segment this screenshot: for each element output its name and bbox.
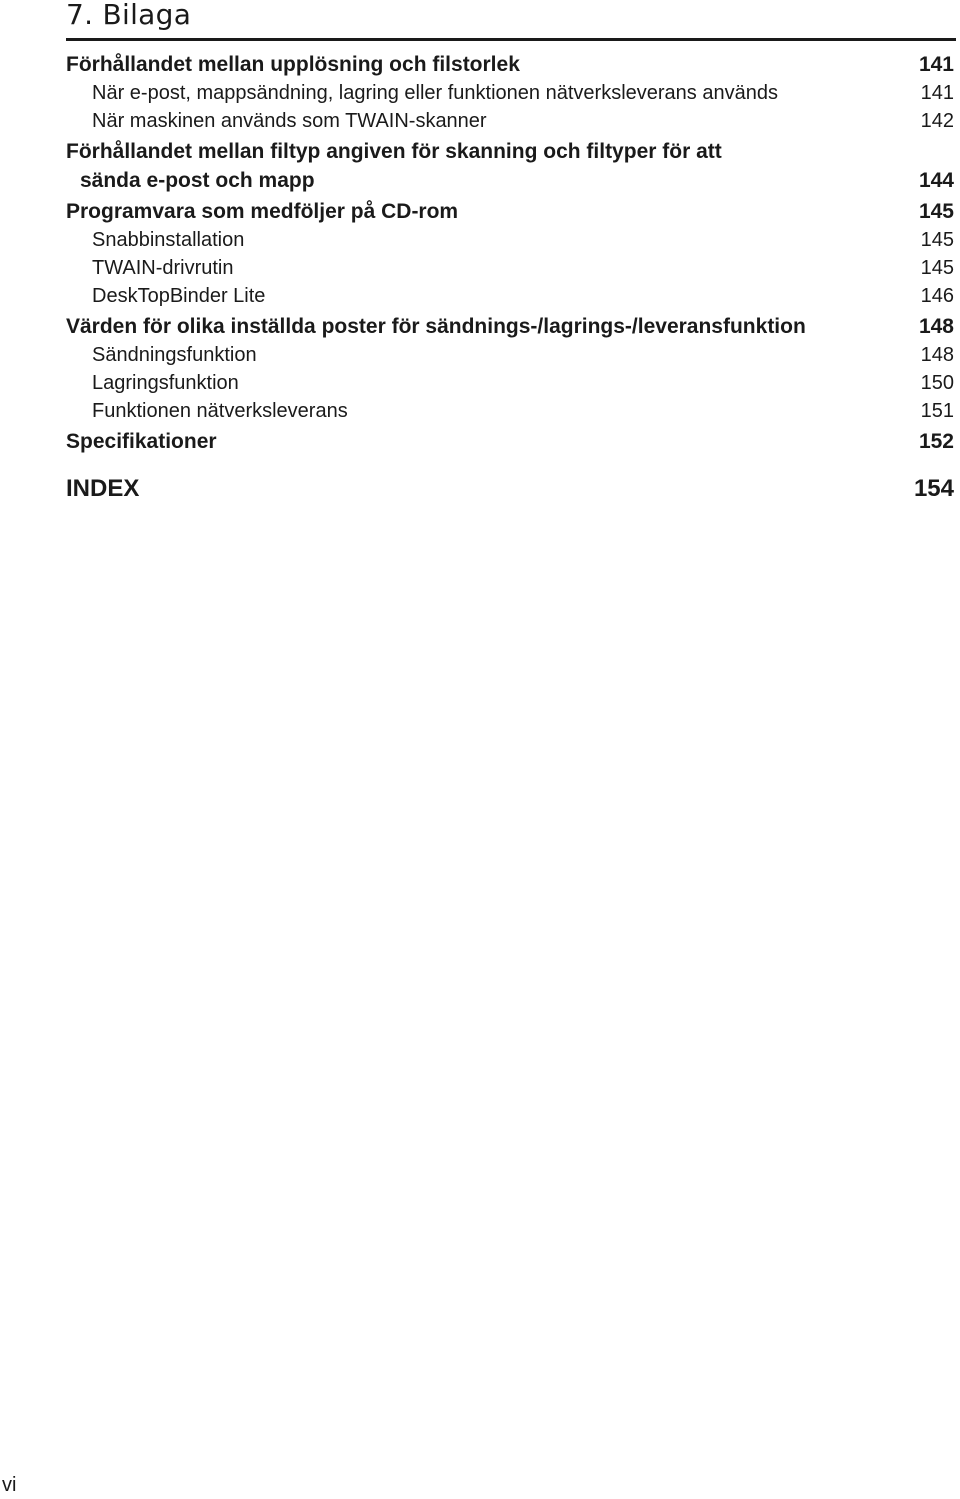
- toc-entry-label: DeskTopBinder Lite: [92, 285, 266, 307]
- toc-entry-page: 141: [920, 82, 954, 104]
- toc-entry[interactable]: [66, 50, 954, 79]
- toc-entry[interactable]: [66, 369, 954, 397]
- toc-entry[interactable]: [66, 427, 954, 456]
- toc-entry-page: 152: [918, 430, 954, 453]
- toc-entry-label: INDEX: [66, 475, 140, 502]
- toc-entry[interactable]: [66, 226, 954, 254]
- toc-entry-page: 151: [920, 400, 954, 422]
- toc-entry-label-line1: Förhållandet mellan filtyp angiven för skanning och filtyper för att: [66, 140, 722, 163]
- chapter-title: 7. Bilaga: [66, 0, 192, 31]
- toc-entry-page: 150: [920, 372, 954, 394]
- toc-entry-label: När maskinen används som TWAIN-skanner: [92, 110, 487, 132]
- toc-entry-page: 145: [920, 257, 954, 279]
- toc-entry-label: TWAIN-drivrutin: [92, 257, 234, 279]
- toc-entry-page: 141: [918, 53, 954, 76]
- toc-entry[interactable]: [66, 79, 954, 107]
- toc-entry-label: Snabbinstallation: [92, 229, 245, 251]
- toc-entry[interactable]: [66, 282, 954, 310]
- toc-entry-label: Programvara som medföljer på CD-rom: [66, 200, 459, 223]
- toc-entry-label: Lagringsfunktion: [92, 372, 239, 394]
- toc-entry-page: 145: [920, 229, 954, 251]
- toc-entry[interactable]: [66, 254, 954, 282]
- toc-entry[interactable]: [66, 166, 954, 195]
- toc-entry-page: 144: [918, 169, 954, 192]
- toc-entry-label: Funktionen nätverksleverans: [92, 400, 348, 422]
- table-of-contents: [66, 50, 954, 505]
- chapter-rule: [66, 38, 956, 41]
- toc-entry-label: Förhållandet mellan upplösning och filstorlek: [66, 53, 520, 76]
- toc-entry-label: När e-post, mappsändning, lagring eller funktionen nätverksleverans används: [92, 82, 778, 104]
- toc-entry-page: 154: [913, 475, 954, 502]
- footer-page-number: vi: [2, 1474, 17, 1496]
- toc-entry-label: Sändningsfunktion: [92, 344, 257, 366]
- toc-entry-multiline[interactable]: [66, 137, 954, 166]
- toc-entry[interactable]: [66, 341, 954, 369]
- toc-entry-page: 148: [918, 315, 954, 338]
- toc-entry-label: Specifikationer: [66, 430, 217, 453]
- toc-entry-label: sända e-post och mapp: [80, 169, 315, 192]
- toc-entry-page: 145: [918, 200, 954, 223]
- toc-entry[interactable]: [66, 197, 954, 226]
- toc-entry[interactable]: [66, 312, 954, 341]
- toc-entry-index[interactable]: [66, 473, 954, 505]
- toc-entry[interactable]: [66, 107, 954, 135]
- toc-entry-page: 148: [920, 344, 954, 366]
- toc-entry-page: 142: [920, 110, 954, 132]
- toc-entry-page: 146: [920, 285, 954, 307]
- toc-entry-label: Värden för olika inställda poster för sändnings-/lagrings-/leveransfunktion: [66, 315, 806, 338]
- toc-entry[interactable]: [66, 397, 954, 425]
